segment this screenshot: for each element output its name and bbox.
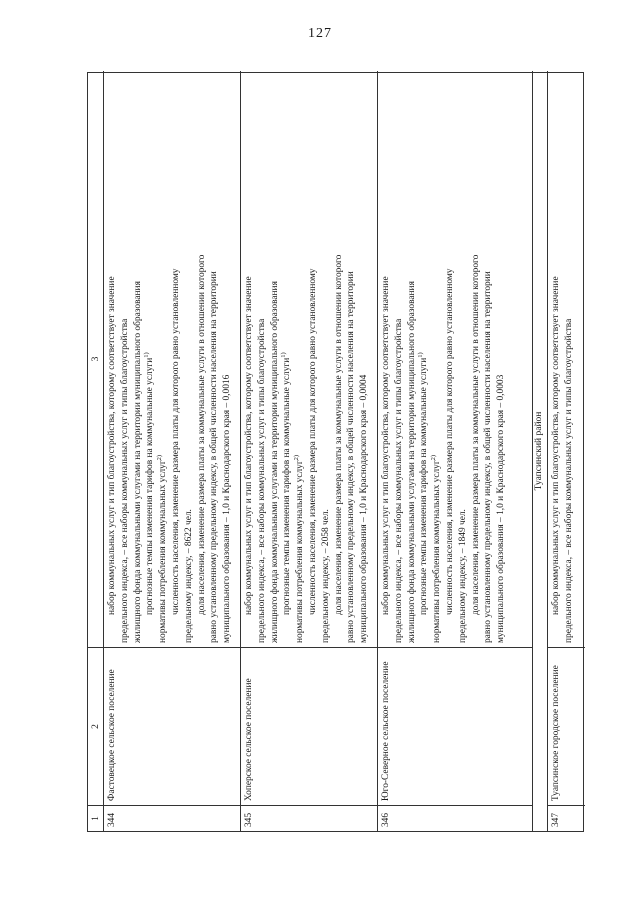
desc-line: доля населения, изменение размера платы за коммунальные услуги в отношении которого — [470, 254, 481, 615]
desc-line: нормативы потребления коммунальных услуг$^{2)}$ — [430, 454, 443, 643]
row-number: 347 — [548, 805, 585, 831]
settlement-name: Хоперское сельское поселение — [241, 647, 377, 805]
desc-line: равно установленному предельному индексу, в общей численности населения на территории — [483, 271, 494, 643]
footnote-mark: 1) — [417, 352, 425, 358]
table-row — [548, 71, 585, 831]
table-row — [104, 71, 241, 831]
header-col-1: 1 — [88, 805, 103, 831]
row-description — [378, 71, 532, 647]
table-container — [87, 72, 584, 832]
tariff-table — [87, 72, 584, 832]
table-row — [378, 71, 533, 831]
footnote-mark: 2) — [430, 454, 438, 461]
desc-line: нормативы потребления коммунальных услуг$^{2)}$ — [293, 454, 306, 643]
desc-line: численность населения, изменение размера платы для которого равно установленному — [444, 268, 455, 615]
desc-line: предельного индекса, – все наборы коммунальных услуг и типы благоустройства — [393, 318, 404, 643]
settlement-name: Туапсинское городское поселение — [548, 647, 585, 805]
desc-line: предельному индексу, – 8622 чел. — [183, 509, 194, 643]
row-description — [104, 71, 240, 647]
row-description — [241, 71, 377, 647]
desc-line: жилищного фонда коммунальными услугами на территории муниципального образования — [406, 281, 417, 643]
rotated-table — [87, 72, 584, 832]
desc-line: набор коммунальных услуг и тип благоустройства, которому соответствует значение — [244, 276, 254, 615]
desc-line: равно установленному предельному индексу, в общей численности населения на территории — [209, 271, 220, 643]
settlement-name: Фастовецкое сельское поселение — [104, 647, 240, 805]
desc-line: численность населения, изменение размера платы для которого равно установленному — [170, 268, 181, 615]
desc-line: жилищного фонда коммунальными услугами на территории муниципального образования — [132, 281, 143, 643]
desc-line: набор коммунальных услуг и тип благоустройства, которому соответствует значение — [107, 276, 117, 615]
desc-line: прогнозные темпы изменения тарифов на коммунальные услуги$^{1)}$ — [417, 352, 430, 615]
row-number: 345 — [241, 805, 377, 831]
desc-line: нормативы потребления коммунальных услуг$^{2)}$ — [156, 454, 169, 643]
desc-line: равно установленному предельному индексу, в общей численности населения на территории — [346, 271, 357, 643]
row-number: 346 — [378, 805, 532, 831]
desc-line: предельного индекса, – все наборы коммунальных услуг и типы благоустройства — [256, 318, 267, 643]
desc-line: муниципального образования – 1,0 и Краснодарского края – 0,0003 — [496, 374, 507, 643]
desc-line: предельному индексу, – 2058 чел. — [320, 509, 331, 643]
district-header: Туапсинский район — [533, 71, 548, 831]
desc-line: набор коммунальных услуг и тип благоустройства, которому соответствует значение — [381, 276, 391, 615]
desc-line: муниципального образования – 1,0 и Краснодарского края – 0,0004 — [359, 374, 370, 643]
desc-line: численность населения, изменение размера платы для которого равно установленному — [307, 268, 318, 615]
desc-line: доля населения, изменение размера платы за коммунальные услуги в отношении которого — [196, 254, 207, 615]
footnote-mark: 2) — [156, 454, 164, 461]
desc-line: предельному индексу, – 1849 чел. — [457, 509, 468, 643]
desc-line: прогнозные темпы изменения тарифов на коммунальные услуги$^{1)}$ — [280, 352, 293, 615]
footnote-mark: 1) — [143, 352, 151, 358]
table-header-row — [88, 71, 104, 831]
desc-line: прогнозные темпы изменения тарифов на коммунальные услуги$^{1)}$ — [143, 352, 156, 615]
row-description — [548, 71, 585, 647]
desc-line: муниципального образования – 1,0 и Краснодарского края – 0,0016 — [222, 374, 233, 643]
footnote-mark: 2) — [293, 454, 301, 461]
table-row — [241, 71, 378, 831]
page-number: 127 — [308, 26, 332, 41]
desc-line: набор коммунальных услуг и тип благоустройства, которому соответствует значение — [551, 276, 561, 615]
desc-line: предельного индекса, – все наборы коммунальных услуг и типы благоустройства — [563, 318, 574, 643]
settlement-name: Юго-Северное сельское поселение — [378, 647, 532, 805]
header-col-3: 3 — [91, 356, 101, 362]
row-number: 344 — [104, 805, 240, 831]
footnote-mark: 1) — [280, 352, 288, 358]
desc-line: жилищного фонда коммунальными услугами на территории муниципального образования — [269, 281, 280, 643]
desc-line: доля населения, изменение размера платы за коммунальные услуги в отношении которого — [333, 254, 344, 615]
header-col-2: 2 — [88, 647, 103, 805]
desc-line: предельного индекса, – все наборы коммунальных услуг и типы благоустройства — [119, 318, 130, 643]
